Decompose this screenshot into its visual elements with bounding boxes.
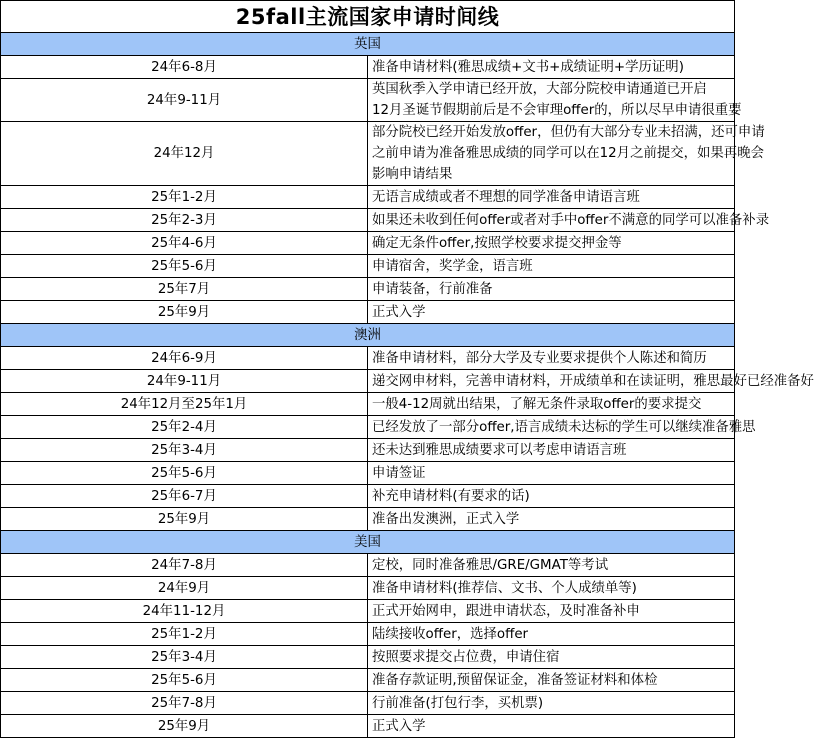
date-cell: 24年9-11月 bbox=[1, 370, 368, 393]
date-cell: 25年2-4月 bbox=[1, 416, 368, 439]
date-cell: 24年7-8月 bbox=[1, 554, 368, 577]
description-cell bbox=[368, 347, 735, 370]
description-line: 准备存款证明,预留保证金，准备签证材料和体检 bbox=[372, 672, 658, 688]
description-line: 补充申请材料(有要求的话) bbox=[372, 488, 530, 504]
table-row bbox=[1, 122, 735, 186]
description-line: 申请装备，行前准备 bbox=[372, 281, 493, 297]
table-row bbox=[1, 439, 735, 462]
table-row bbox=[1, 600, 735, 623]
table-row bbox=[1, 255, 735, 278]
table-row bbox=[1, 715, 735, 738]
date-cell: 24年9-11月 bbox=[1, 79, 368, 122]
table-row bbox=[1, 485, 735, 508]
description-cell bbox=[368, 600, 735, 623]
description-cell bbox=[368, 370, 814, 393]
date-cell: 24年12月 bbox=[1, 122, 368, 186]
date-cell: 25年9月 bbox=[1, 508, 368, 531]
description-cell bbox=[368, 56, 735, 79]
description-cell bbox=[368, 439, 735, 462]
description-line: 正式开始网申，跟进申请状态，及时准备补申 bbox=[372, 603, 640, 619]
section-header bbox=[1, 324, 735, 347]
section-title: 美国 bbox=[1, 531, 735, 554]
timeline-table bbox=[0, 32, 814, 738]
date-cell: 25年7月 bbox=[1, 278, 368, 301]
description-line: 申请签证 bbox=[372, 465, 426, 481]
table-row bbox=[1, 416, 735, 439]
description-cell bbox=[368, 393, 735, 416]
description-line: 如果还未收到任何offer或者对手中offer不满意的同学可以准备补录 bbox=[372, 212, 770, 228]
description-line: 英国秋季入学申请已经开放，大部分院校申请通道已开启 bbox=[372, 82, 707, 97]
description-line: 之前申请为准备雅思成绩的同学可以在12月之前提交，如果再晚会 bbox=[372, 146, 764, 161]
description-cell bbox=[368, 715, 735, 738]
date-cell: 25年7-8月 bbox=[1, 692, 368, 715]
description-cell bbox=[368, 577, 735, 600]
table-row bbox=[1, 462, 735, 485]
description-cell bbox=[368, 669, 735, 692]
description-line: 行前准备(打包行李，买机票) bbox=[372, 695, 544, 711]
table-row bbox=[1, 232, 735, 255]
description-line: 准备申请材料，部分大学及专业要求提供个人陈述和简历 bbox=[372, 350, 707, 366]
date-cell: 25年9月 bbox=[1, 715, 368, 738]
table-row bbox=[1, 79, 735, 122]
date-cell: 25年1-2月 bbox=[1, 186, 368, 209]
description-line: 准备申请材料(推荐信、文书、个人成绩单等) bbox=[372, 580, 637, 596]
table-row bbox=[1, 347, 735, 370]
date-cell: 24年6-8月 bbox=[1, 56, 368, 79]
page-title: 25fall主流国家申请时间线 bbox=[0, 0, 735, 32]
table-row bbox=[1, 56, 735, 79]
description-line: 12月圣诞节假期前后是不会审理offer的，所以尽早申请很重要 bbox=[372, 103, 742, 118]
table-row bbox=[1, 370, 735, 393]
description-line: 正式入学 bbox=[372, 304, 426, 320]
table-row bbox=[1, 209, 735, 232]
table-row bbox=[1, 301, 735, 324]
date-cell: 25年6-7月 bbox=[1, 485, 368, 508]
table-row bbox=[1, 577, 735, 600]
date-cell: 24年6-9月 bbox=[1, 347, 368, 370]
description-cell bbox=[368, 416, 756, 439]
table-row bbox=[1, 623, 735, 646]
section-title: 澳洲 bbox=[1, 324, 735, 347]
section-header bbox=[1, 33, 735, 56]
description-line: 准备出发澳洲，正式入学 bbox=[372, 511, 520, 527]
description-line: 陆续接收offer，选择offer bbox=[372, 626, 529, 642]
description-cell bbox=[368, 623, 735, 646]
description-line: 还未达到雅思成绩要求可以考虑申请语言班 bbox=[372, 442, 627, 458]
description-line: 一般4-12周就出结果，了解无条件录取offer的要求提交 bbox=[372, 396, 702, 412]
description-cell bbox=[368, 301, 735, 324]
description-cell bbox=[368, 462, 735, 485]
table-row bbox=[1, 278, 735, 301]
date-cell: 24年12月至25年1月 bbox=[1, 393, 368, 416]
description-cell bbox=[368, 122, 765, 186]
description-cell bbox=[368, 209, 770, 232]
description-cell bbox=[368, 485, 735, 508]
description-line: 影响申请结果 bbox=[372, 167, 453, 182]
description-line: 递交网申材料，完善申请材料，开成绩单和在读证明，雅思最好已经准备好 bbox=[372, 373, 814, 389]
description-line: 定校，同时准备雅思/GRE/GMAT等考试 bbox=[372, 557, 609, 573]
date-cell: 25年5-6月 bbox=[1, 669, 368, 692]
date-cell: 24年11-12月 bbox=[1, 600, 368, 623]
description-line: 按照要求提交占位费，申请住宿 bbox=[372, 649, 560, 665]
description-line: 已经发放了一部分offer,语言成绩未达标的学生可以继续准备雅思 bbox=[372, 419, 756, 435]
description-line: 准备申请材料(雅思成绩+文书+成绩证明+学历证明) bbox=[372, 59, 684, 75]
date-cell: 25年5-6月 bbox=[1, 255, 368, 278]
description-cell bbox=[368, 255, 735, 278]
date-cell: 25年3-4月 bbox=[1, 646, 368, 669]
table-row bbox=[1, 393, 735, 416]
date-cell: 25年1-2月 bbox=[1, 623, 368, 646]
description-cell bbox=[368, 232, 735, 255]
description-line: 申请宿舍，奖学金，语言班 bbox=[372, 258, 533, 274]
table-row bbox=[1, 554, 735, 577]
description-cell bbox=[368, 554, 735, 577]
description-cell bbox=[368, 646, 735, 669]
section-title: 英国 bbox=[1, 33, 735, 56]
date-cell: 25年2-3月 bbox=[1, 209, 368, 232]
description-line: 部分院校已经开始发放offer，但仍有大部分专业未招满，还可申请 bbox=[372, 125, 765, 140]
description-cell bbox=[368, 692, 735, 715]
description-line: 确定无条件offer,按照学校要求提交押金等 bbox=[372, 235, 622, 251]
table-row bbox=[1, 692, 735, 715]
description-line: 正式入学 bbox=[372, 718, 426, 734]
description-cell bbox=[368, 79, 742, 122]
table-row bbox=[1, 508, 735, 531]
description-cell bbox=[368, 278, 735, 301]
description-cell bbox=[368, 186, 735, 209]
table-row bbox=[1, 669, 735, 692]
description-line: 无语言成绩或者不理想的同学准备申请语言班 bbox=[372, 189, 640, 205]
date-cell: 25年4-6月 bbox=[1, 232, 368, 255]
date-cell: 25年5-6月 bbox=[1, 462, 368, 485]
date-cell: 25年3-4月 bbox=[1, 439, 368, 462]
section-header bbox=[1, 531, 735, 554]
date-cell: 24年9月 bbox=[1, 577, 368, 600]
table-row bbox=[1, 186, 735, 209]
table-row bbox=[1, 646, 735, 669]
description-cell bbox=[368, 508, 735, 531]
date-cell: 25年9月 bbox=[1, 301, 368, 324]
